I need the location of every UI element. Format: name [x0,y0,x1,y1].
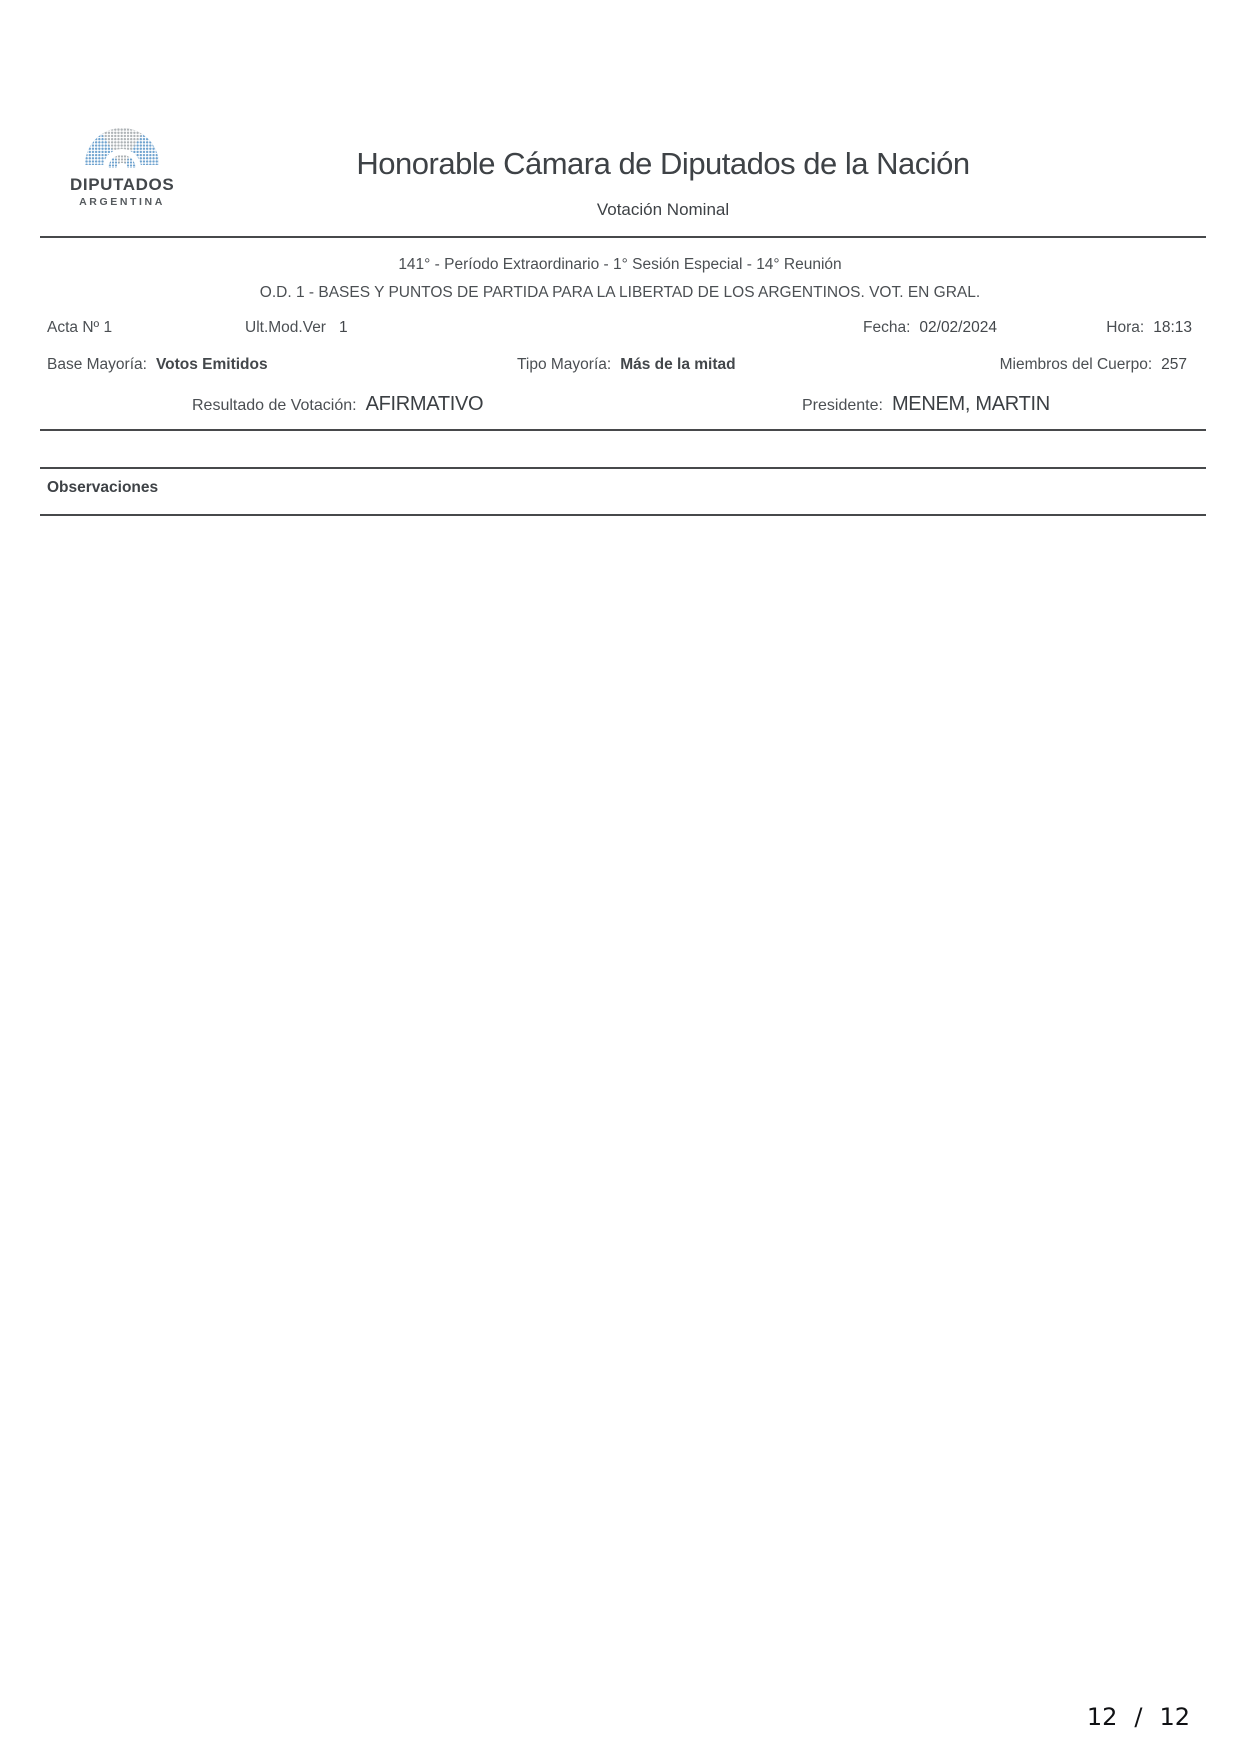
tipo-mayoria-label: Tipo Mayoría: [517,356,612,373]
logo-name: DIPUTADOS [70,175,175,194]
hora-value: 18:13 [1153,319,1192,336]
presidente-field [802,393,1050,416]
acta-field [47,319,112,337]
hemicycle-inner-hole [117,163,128,169]
base-mayoria-field [47,356,268,374]
session-line: 141° - Período Extraordinario - 1° Sesión Especial - 14° Reunión [398,256,842,273]
logo-country: ARGENTINA [79,196,165,208]
resultado-label: Resultado de Votación: [192,397,357,414]
results-divider [40,429,1206,431]
tipo-mayoria-field [517,356,736,374]
page-number [1087,1703,1190,1731]
observaciones-label: Observaciones [47,479,159,496]
presidente-label: Presidente: [802,397,883,414]
miembros-field [1000,356,1187,374]
base-mayoria-value: Votos Emitidos [155,356,268,373]
order-of-day-line: O.D. 1 - BASES Y PUNTOS DE PARTIDA PARA LA LIBERTAD DE LOS ARGENTINOS. VOT. EN GRAL. [259,284,981,301]
page-title: Honorable Cámara de Diputados de la Nación [356,146,970,181]
page-number-separator: / [1134,1703,1143,1731]
ultmodver-field [245,319,348,337]
fecha-value: 02/02/2024 [919,319,997,336]
ultmodver-value: 1 [338,319,348,336]
miembros-value: 257 [1161,356,1187,373]
presidente-value: MENEM, MARTIN [891,393,1050,415]
hora-label: Hora: [1106,319,1145,336]
page-subtitle: Votación Nominal [596,200,730,219]
header-divider [40,236,1206,238]
acta-label: Acta Nº 1 [47,319,113,336]
tipo-mayoria-value: Más de la mitad [620,356,736,373]
page-number-current: 12 [1086,1703,1118,1731]
miembros-label: Miembros del Cuerpo: [999,356,1153,373]
observaciones-bottom-divider [40,514,1206,516]
resultado-field [192,393,483,416]
page-number-total: 12 [1159,1703,1190,1731]
resultado-value: AFIRMATIVO [365,393,484,415]
hora-field [1106,319,1192,337]
fecha-field [863,319,997,337]
ultmodver-label: Ult.Mod.Ver [245,319,326,336]
fecha-label: Fecha: [863,319,911,336]
base-mayoria-label: Base Mayoría: [47,356,147,373]
observaciones-top-divider [40,467,1206,469]
